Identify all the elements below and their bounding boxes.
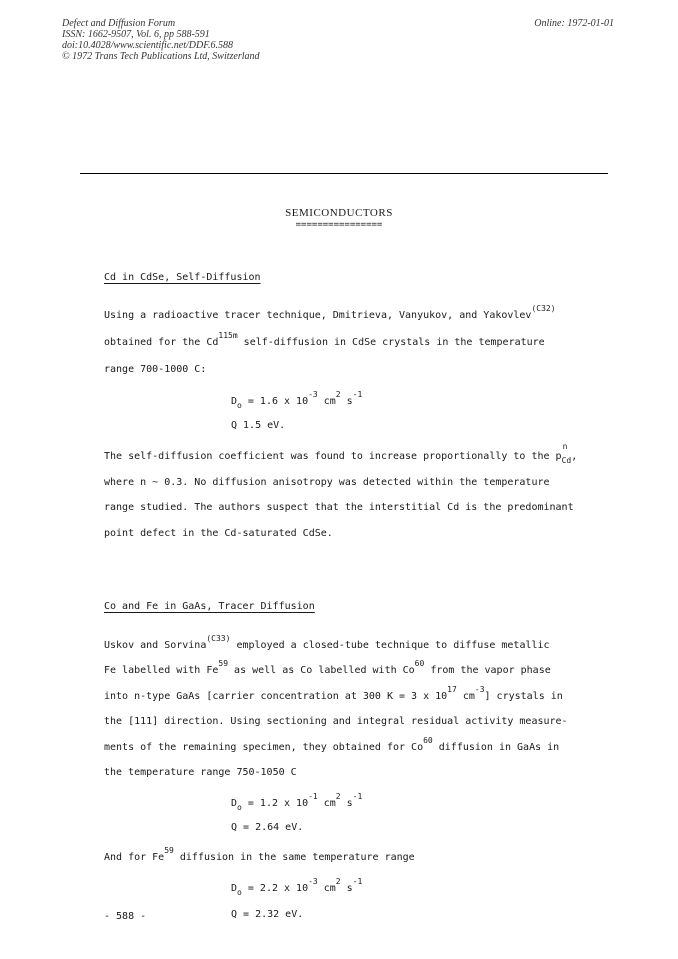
equation-do-3: $D_o = 2.2$ x $10^{-3}$ $cm^2$ $s^{-1}$ <box>231 877 363 897</box>
paragraph-line: range studied. The authors suspect that the interstitial Cd is the predominant <box>104 502 574 513</box>
copyright-line: © 1972 Trans Tech Publications Ltd, Switzerland <box>62 51 260 62</box>
equation-do-2: $D_o = 1.2$ x $10^{-1}$ $cm^2$ $s^{-1}$ <box>231 792 363 812</box>
paragraph-line: obtained for the $Cd^{115m}$ self-diffusion in CdSe crystals in the temperature <box>104 331 545 348</box>
header-rule <box>80 173 608 174</box>
subsection-heading-co-fe-gaas: Co and Fe in GaAs, Tracer Diffusion <box>104 601 315 612</box>
paragraph-line: range 700-1000 C: <box>104 364 207 375</box>
online-date: Online: 1972-01-01 <box>534 18 614 29</box>
issn-line: ISSN: 1662-9507, Vol. 6, pp 588-591 <box>62 29 210 40</box>
page-number: - 588 - <box>104 911 147 922</box>
equation-q-3: Q = 2.32 eV. <box>231 909 304 920</box>
paragraph-line: Uskov and Sorvina$^{(C33)}$ employed a closed-tube technique to diffuse metallic <box>104 634 550 651</box>
section-title: SEMICONDUCTORS <box>285 207 393 219</box>
equation-q-1: Q 1.5 eV. <box>231 420 286 431</box>
journal-name: Defect and Diffusion Forum <box>62 18 176 29</box>
paragraph-line: into n-type GaAs [carrier concentration at 300 K = 3 x $10^{17}$ $cm^{-3}$] crystals in <box>104 685 563 702</box>
journal-metadata <box>62 18 260 62</box>
paragraph-line: The self-diffusion coefficient was found to increase proportionally to the p n $_{Cd}$, <box>104 442 578 465</box>
paragraph-line: ments of the remaining specimen, they obtained for Co$^{60}$ diffusion in GaAs in <box>104 736 560 753</box>
doi-line: doi:10.4028/www.scientific.net/DDF.6.588 <box>62 40 234 51</box>
paragraph-line: where n ~ 0.3. No diffusion anisotropy was detected within the temperature <box>104 477 550 488</box>
paragraph-line: And for Fe$^{59}$ diffusion in the same temperature range <box>104 846 415 863</box>
paragraph-line: point defect in the Cd-saturated CdSe. <box>104 528 333 539</box>
equation-q-2: Q = 2.64 eV. <box>231 822 304 833</box>
paragraph-line: the [111] direction. Using sectioning and integral residual activity measure- <box>104 716 568 727</box>
section-title-underline: ================ <box>295 220 383 230</box>
equation-do-1: $D_o = 1.6$ x $10^{-3}$ $cm^2$ $s^{-1}$ <box>231 390 363 410</box>
paragraph-line: Using a radioactive tracer technique, Dmitrieva, Vanyukov, and Yakovlev$^{(C32)}$ <box>104 304 556 321</box>
paragraph-line: Fe labelled with Fe$^{59}$ as well as Co labelled with Co$^{60}$ from the vapor phase <box>104 659 551 676</box>
subsection-heading-cd-cdse: Cd in CdSe, Self-Diffusion <box>104 272 261 283</box>
paragraph-line: the temperature range 750-1050 C <box>104 767 297 778</box>
